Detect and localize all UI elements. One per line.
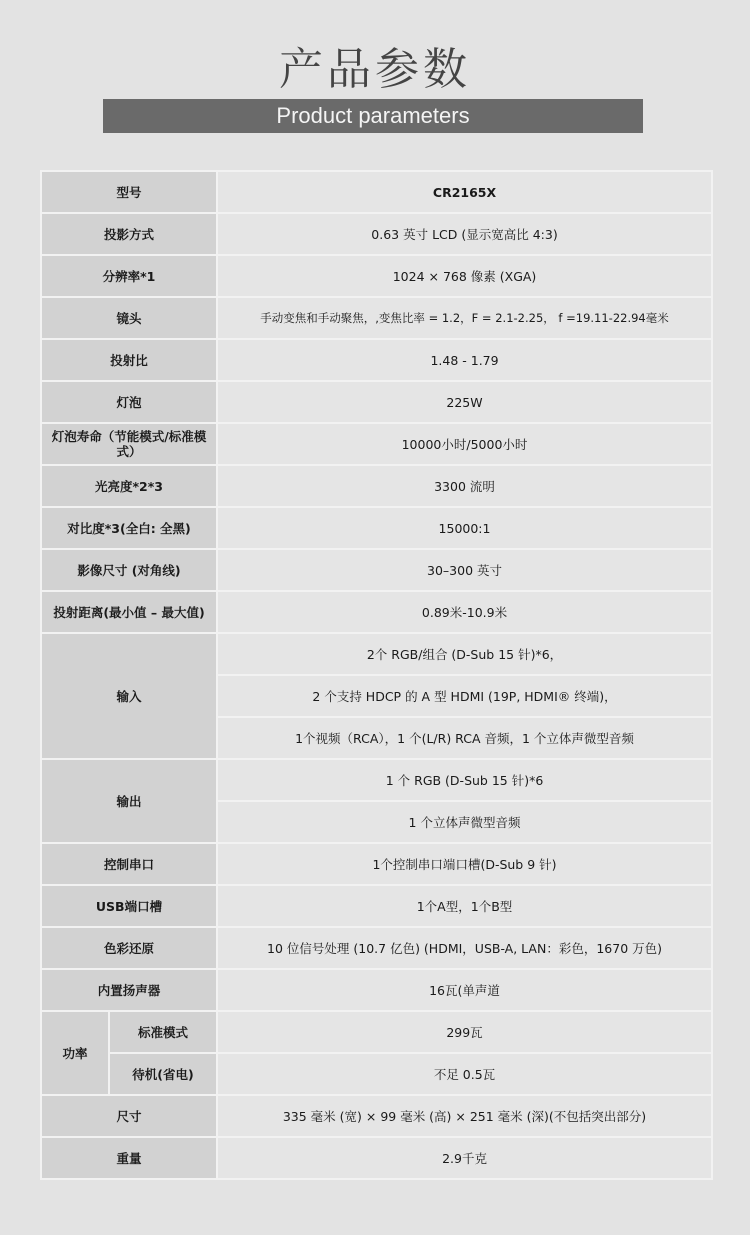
table-row — [41, 465, 712, 507]
spec-value-lens: 手动变焦和手动聚焦，,变焦比率 = 1.2，F = 2.1-2.25， f =19.11-22.94毫米 — [217, 297, 712, 339]
spec-label-distance: 投射距离(最小值 – 最大值) — [41, 591, 217, 633]
spec-value-power-standby: 不足 0.5瓦 — [217, 1053, 712, 1095]
table-row — [41, 213, 712, 255]
table-row — [41, 549, 712, 591]
page-title: 产品参数 — [279, 44, 471, 95]
spec-value-image-size: 30–300 英寸 — [217, 549, 712, 591]
page-subtitle-banner: Product parameters — [103, 99, 643, 133]
spec-label-image-size: 影像尺寸 (对角线) — [41, 549, 217, 591]
spec-value-dimensions: 335 毫米 (宽) × 99 毫米 (高) × 251 毫米 (深)(不包括突出部分) — [217, 1095, 712, 1137]
table-row — [41, 423, 712, 465]
spec-label-contrast: 对比度*3(全白: 全黑) — [41, 507, 217, 549]
spec-label-power: 功率 — [41, 1011, 109, 1095]
spec-value-lamp-life: 10000小时/5000小时 — [217, 423, 712, 465]
spec-value-control: 1个控制串口端口槽(D-Sub 9 针) — [217, 843, 712, 885]
spec-label-lamp-life: 灯泡寿命（节能模式/标准模式） — [41, 423, 217, 465]
table-row — [41, 171, 712, 213]
spec-value-contrast: 15000:1 — [217, 507, 712, 549]
table-row — [41, 759, 712, 801]
spec-value-input-1: 2个 RGB/组合 (D-Sub 15 针)*6， — [217, 633, 712, 675]
spec-value-usb: 1个A型，1个B型 — [217, 885, 712, 927]
spec-value-color: 10 位信号处理 (10.7 亿色) (HDMI，USB-A, LAN：彩色，1670 万色) — [217, 927, 712, 969]
spec-value-output-2: 1 个立体声微型音频 — [217, 801, 712, 843]
spec-value-speaker: 16瓦(单声道 — [217, 969, 712, 1011]
table-row — [41, 885, 712, 927]
spec-label-weight: 重量 — [41, 1137, 217, 1179]
table-row — [41, 1137, 712, 1179]
spec-value-distance: 0.89米-10.9米 — [217, 591, 712, 633]
spec-label-control: 控制串口 — [41, 843, 217, 885]
spec-value-model: CR2165X — [217, 171, 712, 213]
spec-label-usb: USB端口槽 — [41, 885, 217, 927]
table-row — [41, 843, 712, 885]
spec-label-color: 色彩还原 — [41, 927, 217, 969]
table-row — [41, 297, 712, 339]
spec-label-model: 型号 — [41, 171, 217, 213]
spec-value-lamp: 225W — [217, 381, 712, 423]
spec-value-throw-ratio: 1.48 - 1.79 — [217, 339, 712, 381]
table-row — [41, 591, 712, 633]
table-row — [41, 969, 712, 1011]
spec-label-speaker: 内置扬声器 — [41, 969, 217, 1011]
table-row — [41, 927, 712, 969]
table-row — [41, 339, 712, 381]
spec-label-power-standby: 待机(省电) — [109, 1053, 217, 1095]
table-row — [41, 1053, 712, 1095]
spec-value-input-2: 2 个支持 HDCP 的 A 型 HDMI (19P, HDMI® 终端)， — [217, 675, 712, 717]
spec-value-brightness: 3300 流明 — [217, 465, 712, 507]
spec-value-weight: 2.9千克 — [217, 1137, 712, 1179]
table-row — [41, 381, 712, 423]
spec-value-output-1: 1 个 RGB (D-Sub 15 针)*6 — [217, 759, 712, 801]
spec-label-dimensions: 尺寸 — [41, 1095, 217, 1137]
spec-value-resolution: 1024 × 768 像素 (XGA) — [217, 255, 712, 297]
table-row — [41, 1011, 712, 1053]
spec-value-power-standard: 299瓦 — [217, 1011, 712, 1053]
spec-label-throw-ratio: 投射比 — [41, 339, 217, 381]
spec-label-output: 输出 — [41, 759, 217, 843]
table-row — [41, 633, 712, 675]
spec-label-lamp: 灯泡 — [41, 381, 217, 423]
spec-label-projection: 投影方式 — [41, 213, 217, 255]
spec-label-power-standard: 标准模式 — [109, 1011, 217, 1053]
spec-label-brightness: 光亮度*2*3 — [41, 465, 217, 507]
spec-label-lens: 镜头 — [41, 297, 217, 339]
spec-value-projection: 0.63 英寸 LCD (显示宽高比 4:3) — [217, 213, 712, 255]
spec-value-input-3: 1个视频（RCA），1 个(L/R) RCA 音频，1 个立体声微型音频 — [217, 717, 712, 759]
table-row — [41, 507, 712, 549]
spec-label-resolution: 分辨率*1 — [41, 255, 217, 297]
spec-table — [40, 170, 713, 1180]
table-row — [41, 255, 712, 297]
spec-label-input: 输入 — [41, 633, 217, 759]
table-row — [41, 1095, 712, 1137]
